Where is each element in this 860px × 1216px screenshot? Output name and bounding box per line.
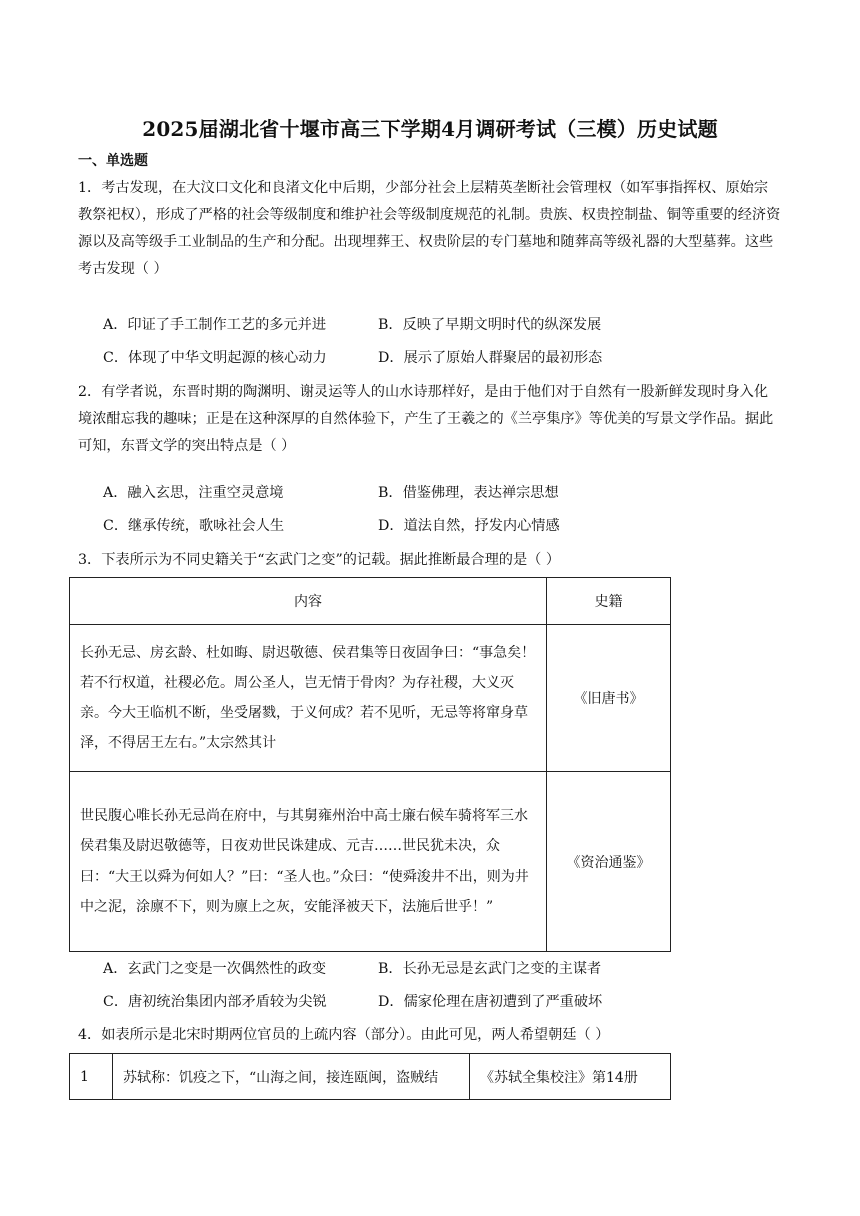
question-3-option-c: C．唐初统治集团内部矛盾较为尖锐 — [103, 994, 327, 1010]
question-3-option-a: A．玄武门之变是一次偶然性的政变 — [103, 961, 327, 977]
question-1-option-c: C．体现了中华文明起源的核心动力 — [103, 350, 327, 366]
question-3-option-d: D．儒家伦理在唐初遭到了严重破坏 — [378, 994, 603, 1010]
section-heading: 一、单选题 — [78, 153, 148, 169]
question-3-stem: 3．下表所示为不同史籍关于“玄武门之变”的记载。据此推断最合理的是（ ） — [78, 552, 561, 568]
table-cell-source: 《旧唐书》 — [547, 625, 671, 772]
question-2-stem: 2．有学者说，东晋时期的陶渊明、谢灵运等人的山水诗那样好，是由于他们对于自然有一股新鲜发现时身入化境浓酣忘我的趣味；正是在这种深厚的自然体验下，产生了王羲之的《兰亭集序》等优美的写景文学作品。据此可知，东晋文学的突出特点是（ ） — [78, 384, 774, 454]
question-1-stem: 1．考古发现，在大汶口文化和良渚文化中后期，少部分社会上层精英垄断社会管理权（如军事指挥权、原始宗教祭祀权），形成了严格的社会等级制度和维护社会等级制度规范的礼制。贵族、权贵控制盐、铜等重要的经济资源以及高等级手工业制品的生产和分配。出现埋葬王、权贵阶层的专门墓地和随葬高等级礼器的大型墓葬。这些考古发现（ ） — [78, 180, 781, 277]
question-4-stem: 4．如表所示是北宋时期两位官员的上疏内容（部分）。由此可见，两人希望朝廷（ ） — [78, 1027, 610, 1043]
table-header-source: 史籍 — [547, 578, 671, 625]
table-header-content: 内容 — [70, 578, 547, 625]
table-header-row — [70, 578, 671, 625]
question-1-option-b: B．反映了早期文明时代的纵深发展 — [378, 317, 602, 333]
table-cell-source: 《资治通鉴》 — [547, 772, 671, 952]
question-4-table — [69, 1053, 671, 1100]
question-2-option-d: D．道法自然，抒发内心情感 — [378, 518, 560, 534]
table-row — [70, 1054, 671, 1100]
question-2-option-a: A．融入玄思，注重空灵意境 — [103, 485, 284, 501]
question-1-option-a: A．印证了手工制作工艺的多元并进 — [103, 317, 327, 333]
exam-title: 2025届湖北省十堰市高三下学期4月调研考试（三模）历史试题 — [142, 117, 718, 141]
question-2-option-b: B．借鉴佛理，表达禅宗思想 — [378, 485, 559, 501]
table-cell-content: 苏轼称：饥疫之下，“山海之间，接连瓯闽，盗贼结 — [113, 1054, 470, 1100]
table-cell-number: 1 — [70, 1054, 113, 1100]
question-3-table — [69, 577, 671, 952]
table-cell-content: 长孙无忌、房玄龄、杜如晦、尉迟敬德、侯君集等日夜固争曰：“事急矣！若不行权道，社稷必危。周公圣人，岂无情于骨肉？为存社稷，大义灭亲。今大王临机不断，坐受屠戮，于义何成？若不见听，无忌等将窜身草泽，不得居王左右。”太宗然其计 — [70, 625, 547, 772]
question-2-option-c: C．继承传统，歌咏社会人生 — [103, 518, 285, 534]
question-1-option-d: D．展示了原始人群聚居的最初形态 — [378, 350, 603, 366]
table-row — [70, 625, 671, 772]
question-3-option-b: B．长孙无忌是玄武门之变的主谋者 — [378, 961, 602, 977]
table-cell-source: 《苏轼全集校注》第14册 — [470, 1054, 671, 1100]
table-cell-content: 世民腹心唯长孙无忌尚在府中，与其舅雍州治中高士廉右候车骑将军三水侯君集及尉迟敬德等，日夜劝世民诛建成、元吉……世民犹未决，众曰：“大王以舜为何如人？”曰：“圣人也。”众曰：“使舜浚井不出，则为井中之泥，涂廪不下，则为廪上之灰，安能泽被天下，法施后世乎！” — [70, 772, 547, 952]
table-row — [70, 772, 671, 952]
